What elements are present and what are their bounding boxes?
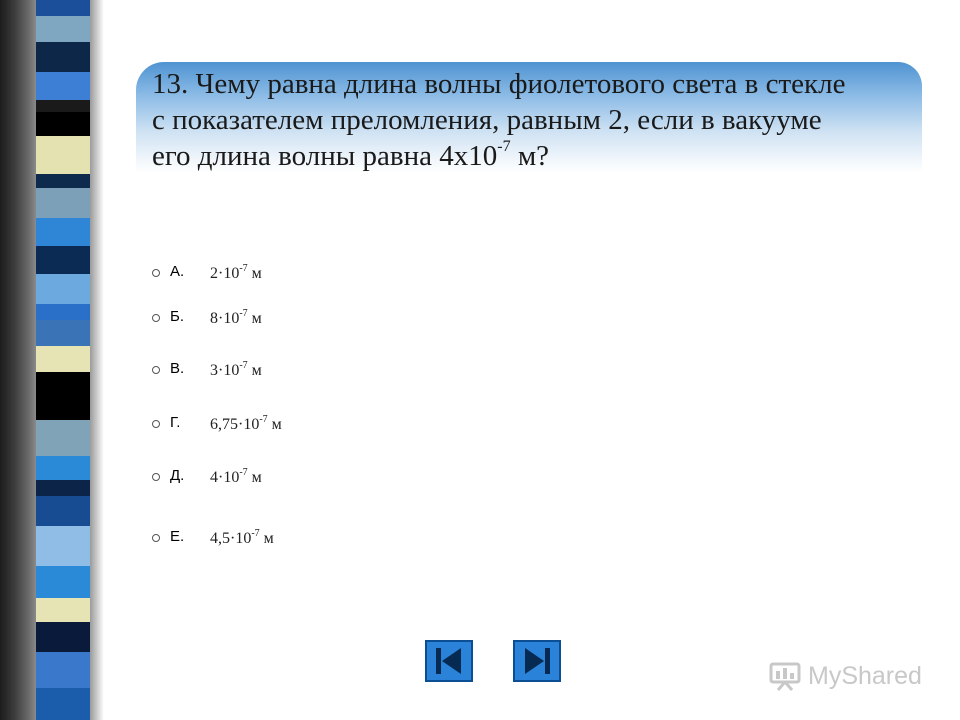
option-unit: м — [267, 416, 282, 433]
option-unit: м — [247, 362, 262, 379]
option-letter: Б. — [170, 308, 185, 325]
stripe-band — [36, 598, 90, 622]
stripe-band — [36, 688, 90, 720]
option-letter: Е. — [170, 528, 185, 545]
option-exponent: -7 — [251, 528, 260, 539]
option-exponent: -7 — [239, 467, 248, 478]
decorative-color-stripe — [36, 0, 90, 720]
radio-button-icon[interactable] — [152, 473, 160, 481]
option-exponent: -7 — [259, 414, 268, 425]
stripe-band — [36, 372, 90, 420]
stripe-band — [36, 72, 90, 100]
option-exponent: -7 — [239, 360, 248, 371]
stripe-band — [36, 652, 90, 688]
stripe-band — [36, 346, 90, 372]
left-gutter-shadow — [0, 0, 36, 720]
stripe-band — [36, 246, 90, 274]
stripe-band — [36, 304, 90, 320]
question-line-1: 13. Чему равна длина волны фиолетового света в стекле — [152, 68, 846, 100]
stripe-band — [36, 456, 90, 480]
option-letter: В. — [170, 360, 185, 377]
option-value — [210, 469, 262, 487]
stripe-band — [36, 526, 90, 566]
stripe-band — [36, 320, 90, 346]
next-slide-button[interactable] — [513, 640, 561, 682]
stripe-band — [36, 100, 90, 112]
stripe-band — [36, 174, 90, 188]
option-mantissa: 4,5·10 — [210, 530, 252, 547]
option-unit: м — [259, 530, 274, 547]
stripe-band — [36, 496, 90, 526]
stripe-band — [36, 112, 90, 136]
answer-option-e[interactable] — [152, 528, 412, 556]
option-unit: м — [247, 310, 262, 327]
option-letter: А. — [170, 263, 185, 280]
option-unit: м — [247, 265, 262, 282]
question-line-3 — [152, 138, 922, 174]
stripe-band — [36, 188, 90, 218]
skip-forward-icon — [515, 642, 559, 680]
answer-option-a[interactable] — [152, 263, 412, 291]
option-mantissa: 6,75·10 — [210, 416, 260, 433]
option-mantissa: 4·10 — [210, 469, 240, 486]
option-letter: Д. — [170, 467, 185, 484]
stripe-band — [36, 218, 90, 246]
question-unit: м? — [510, 140, 550, 172]
question-line-2: с показателем преломления, равным 2, если в вакууме — [152, 104, 822, 136]
stripe-band — [36, 480, 90, 496]
option-value — [210, 362, 262, 380]
watermark — [768, 656, 922, 696]
option-value — [210, 265, 262, 283]
previous-slide-button[interactable] — [425, 640, 473, 682]
option-value — [210, 416, 282, 434]
stripe-band — [36, 622, 90, 652]
presentation-screen-icon — [768, 660, 802, 692]
stripe-band — [36, 136, 90, 174]
watermark-text: MyShared — [808, 661, 922, 690]
radio-button-icon[interactable] — [152, 269, 160, 277]
option-mantissa: 2·10 — [210, 265, 240, 282]
skip-back-icon — [427, 642, 471, 680]
question-exponent: -7 — [497, 138, 511, 155]
stripe-band — [36, 16, 90, 42]
answer-option-d[interactable] — [152, 467, 412, 495]
stripe-band — [36, 274, 90, 304]
stripe-shadow — [90, 0, 104, 720]
option-mantissa: 3·10 — [210, 362, 240, 379]
option-exponent: -7 — [239, 308, 248, 319]
question-line-3-text: его длина волны равна 4х10 — [152, 140, 498, 172]
stripe-band — [36, 42, 90, 72]
option-mantissa: 8·10 — [210, 310, 240, 327]
radio-button-icon[interactable] — [152, 420, 160, 428]
answer-option-g[interactable] — [152, 414, 412, 442]
option-letter: Г. — [170, 414, 181, 431]
radio-button-icon[interactable] — [152, 534, 160, 542]
option-value — [210, 310, 262, 328]
option-exponent: -7 — [239, 263, 248, 274]
stripe-band — [36, 0, 90, 16]
stripe-band — [36, 566, 90, 598]
answer-option-v[interactable] — [152, 360, 412, 388]
stripe-band — [36, 420, 90, 456]
option-value — [210, 530, 274, 548]
answer-option-b[interactable] — [152, 308, 412, 336]
option-unit: м — [247, 469, 262, 486]
radio-button-icon[interactable] — [152, 314, 160, 322]
radio-button-icon[interactable] — [152, 366, 160, 374]
question-text — [152, 66, 922, 174]
